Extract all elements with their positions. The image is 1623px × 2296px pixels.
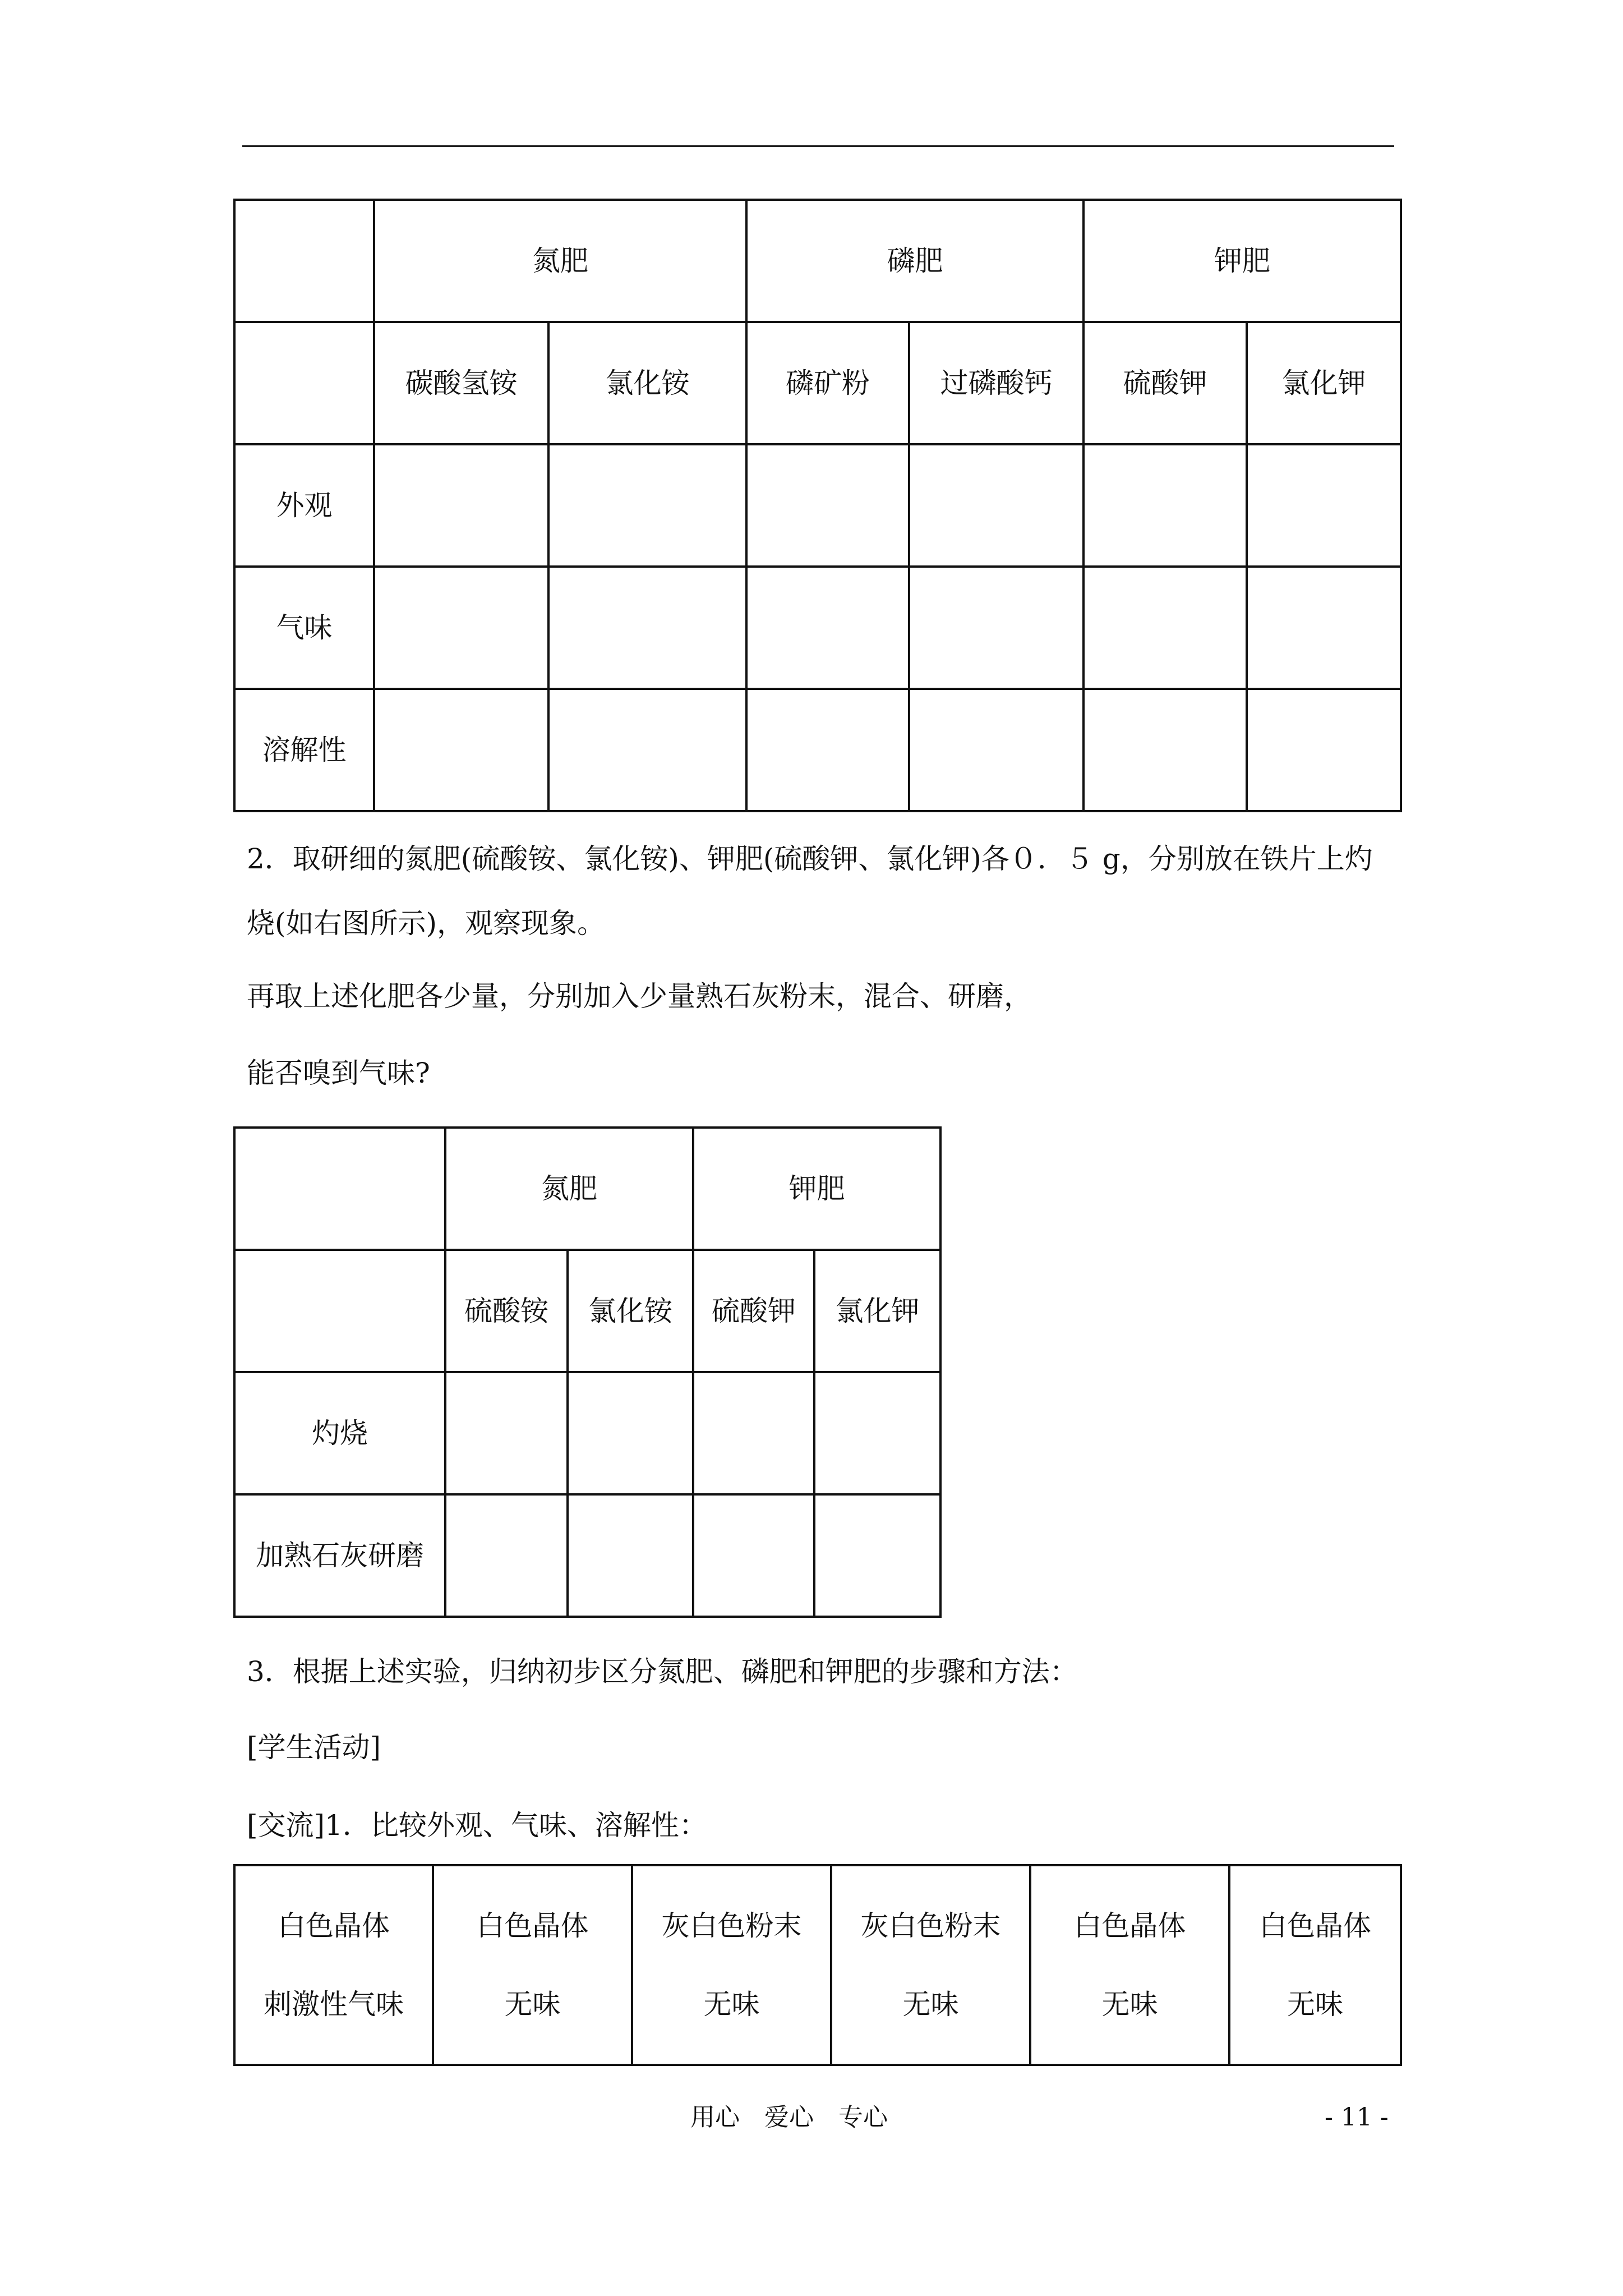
result-cell <box>831 1865 1030 2065</box>
step3-text: 3．根据上述实验，归纳初步区分氮肥、磷肥和钾肥的步骤和方法： <box>247 1655 1078 1688</box>
sub-header: 氯化钾 <box>814 1250 940 1372</box>
empty-cell <box>568 1372 693 1494</box>
group-header-nitrogen: 氮肥 <box>445 1128 693 1250</box>
sub-header: 氯化铵 <box>568 1250 693 1372</box>
empty-cell <box>1247 689 1401 811</box>
corner-cell <box>234 200 374 322</box>
group-header-potassium: 钾肥 <box>1083 200 1401 322</box>
group-header-nitrogen: 氮肥 <box>374 200 746 322</box>
empty-cell <box>814 1494 940 1617</box>
empty-cell <box>374 567 548 689</box>
result-odor: 刺激性气味 <box>264 1988 404 2021</box>
empty-cell <box>909 444 1083 567</box>
sub-header: 硫酸钾 <box>693 1250 814 1372</box>
result-odor: 无味 <box>1101 1988 1158 2021</box>
step2-line1: 2．取研细的氮肥(硫酸铵、氯化铵)、钾肥(硫酸钾、氯化钾)各０．５ g，分别放在铁片上灼 <box>247 843 1373 875</box>
empty-cell <box>693 1372 814 1494</box>
row-header-solubility: 溶解性 <box>234 689 374 811</box>
empty-cell <box>548 689 746 811</box>
empty-cell <box>445 1372 568 1494</box>
result-appearance: 灰白色粉末 <box>661 1910 802 1942</box>
sub-header: 磷矿粉 <box>746 322 909 444</box>
sub-header: 氯化铵 <box>548 322 746 444</box>
empty-cell <box>1083 444 1247 567</box>
empty-cell <box>693 1494 814 1617</box>
empty-cell <box>1083 689 1247 811</box>
sub-header: 过磷酸钙 <box>909 322 1083 444</box>
result-odor: 无味 <box>504 1988 561 2021</box>
empty-cell <box>909 689 1083 811</box>
result-odor: 无味 <box>902 1988 959 2021</box>
result-cell <box>632 1865 831 2065</box>
row-header-lime-grinding: 加熟石灰研磨 <box>234 1494 445 1617</box>
sub-header: 硫酸铵 <box>445 1250 568 1372</box>
group-header-phosphorus: 磷肥 <box>746 200 1083 322</box>
empty-cell <box>746 689 909 811</box>
row-header-odor: 气味 <box>234 567 374 689</box>
header-rule <box>242 145 1394 147</box>
step2-line2: 烧(如右图所示)，观察现象。 <box>247 907 606 940</box>
comparison-results-table <box>233 1864 1402 2066</box>
empty-cell <box>1247 444 1401 567</box>
result-appearance: 白色晶体 <box>278 1910 390 1942</box>
sub-header: 硫酸钾 <box>1083 322 1247 444</box>
result-appearance: 灰白色粉末 <box>860 1910 1001 1942</box>
result-cell <box>1229 1865 1401 2065</box>
empty-cell <box>374 444 548 567</box>
blank-cell <box>234 1250 445 1372</box>
row-header-appearance: 外观 <box>234 444 374 567</box>
step2-line3: 再取上述化肥各少量，分别加入少量熟石灰粉末，混合、研磨， <box>247 980 1032 1013</box>
empty-cell <box>548 567 746 689</box>
corner-cell <box>234 1128 445 1250</box>
result-appearance: 白色晶体 <box>1259 1910 1371 1942</box>
empty-cell <box>746 567 909 689</box>
result-cell <box>1030 1865 1229 2065</box>
empty-cell <box>568 1494 693 1617</box>
empty-cell <box>445 1494 568 1617</box>
student-activity-label: [学生活动] <box>247 1731 381 1764</box>
result-appearance: 白色晶体 <box>1073 1910 1186 1942</box>
empty-cell <box>909 567 1083 689</box>
result-odor: 无味 <box>1287 1988 1343 2021</box>
result-cell <box>433 1865 632 2065</box>
empty-cell <box>1083 567 1247 689</box>
sub-header: 碳酸氢铵 <box>374 322 548 444</box>
footer-motto: 用心 爱心 专心 <box>690 2103 888 2132</box>
empty-cell <box>374 689 548 811</box>
exchange-text: [交流]1．比较外观、气味、溶解性： <box>247 1809 707 1842</box>
page-number: - 11 - <box>1325 2103 1389 2132</box>
burning-grinding-table <box>233 1126 942 1618</box>
step2-line4: 能否嗅到气味? <box>247 1057 430 1089</box>
empty-cell <box>1247 567 1401 689</box>
fertilizer-observation-table <box>233 199 1402 812</box>
result-appearance: 白色晶体 <box>476 1910 589 1942</box>
result-odor: 无味 <box>703 1988 760 2021</box>
group-header-potassium: 钾肥 <box>693 1128 940 1250</box>
result-cell <box>234 1865 433 2065</box>
blank-cell <box>234 322 374 444</box>
row-header-burning: 灼烧 <box>234 1372 445 1494</box>
sub-header: 氯化钾 <box>1247 322 1401 444</box>
empty-cell <box>746 444 909 567</box>
empty-cell <box>548 444 746 567</box>
empty-cell <box>814 1372 940 1494</box>
